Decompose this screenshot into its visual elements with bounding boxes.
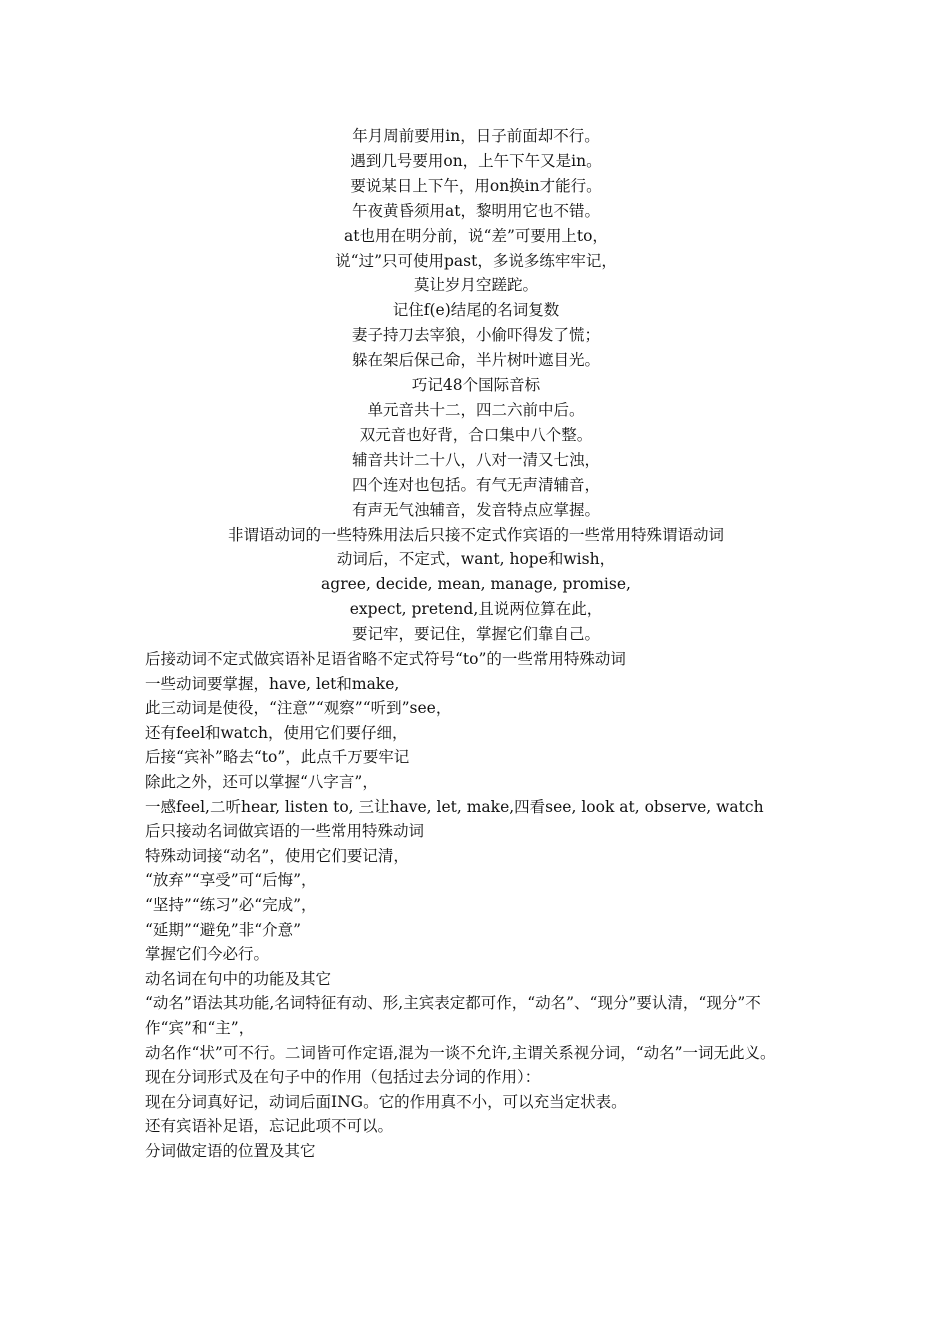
section-heading: 非谓语动词的一些特殊用法后只接不定式作宾语的一些常用特殊谓语动词 (227, 525, 724, 544)
text-line: 还有宾语补足语，忘记此项不可以。 (145, 1117, 394, 1136)
section-heading: 记住f(e)结尾的名词复数 (392, 301, 560, 320)
centered-verse-block (160, 124, 792, 647)
text-line: 单元音共十二，四二六前中后。 (367, 400, 585, 419)
text-line: 午夜黄昏须用at，黎明用它也不错。 (352, 201, 600, 220)
text-line: 有声无气浊辅音，发音特点应掌握。 (351, 500, 600, 519)
text-line: 掌握它们今必行。 (145, 945, 270, 964)
text-line: 特殊动词接“动名”，使用它们要记清， (145, 846, 409, 865)
text-paragraph: 动名作“状”可不行。二词皆可作定语,混为一谈不允许,主谓关系视分词，“动名”一词无此义。 (145, 1043, 776, 1062)
text-line: 此三动词是使役，“注意”“观察”“听到”see， (145, 699, 452, 718)
text-line: at也用在明分前，说“差”可要用上to， (344, 226, 608, 245)
section-heading: 现在分词形式及在句子中的作用（包括过去分词的作用）： (145, 1068, 541, 1087)
section-heading: 后接动词不定式做宾语补足语省略不定式符号“to”的一些常用特殊动词 (145, 650, 626, 668)
text-line: 后接“宾补”略去“to”，此点千万要牢记 (145, 748, 410, 767)
text-line: “放弃”“享受”可“后悔”， (145, 871, 317, 890)
text-line: expect, pretend,且说两位算在此， (349, 600, 603, 619)
left-aligned-text-block (145, 647, 810, 1163)
text-line: 双元音也好背，合口集中八个整。 (359, 425, 593, 444)
text-line: 遇到几号要用on，上午下午又是in。 (350, 151, 602, 170)
text-line: 躲在架后保己命，半片树叶遮目光。 (351, 351, 600, 370)
text-line: agree, decide, mean, manage, promise, (321, 575, 631, 594)
text-line: “延期”“避免”非“介意” (145, 920, 302, 939)
text-line: 辅音共计二十八，八对一清又七浊， (351, 450, 600, 469)
text-line: 说“过”只可使用past，多说多练牢牢记， (335, 251, 617, 270)
section-heading: 巧记48个国际音标 (411, 376, 541, 395)
text-line: 年月周前要用in，日子前面却不行。 (352, 127, 600, 145)
section-heading: 动名词在句中的功能及其它 (145, 969, 332, 988)
text-line: 现在分词真好记，动词后面ING。它的作用真不小，可以充当定状表。 (145, 1092, 627, 1111)
text-line: 妻子持刀去宰狼，小偷吓得发了慌； (351, 326, 600, 345)
text-line: 要记牢，要记住，掌握它们靠自己。 (351, 625, 600, 644)
text-paragraph: “动名”语法其功能,名词特征有动、形,主宾表定都可作，“动名”、“现分”要认清，“现分”不作“宾”和“主”， (145, 994, 761, 1037)
text-line: 莫让岁月空蹉跎。 (413, 276, 538, 295)
text-line: 除此之外，还可以掌握“八字言”， (145, 772, 378, 791)
text-line: 还有feel和watch，使用它们要仔细， (145, 723, 408, 742)
section-heading: 后只接动名词做宾语的一些常用特殊动词 (145, 822, 425, 841)
text-line: 要说某日上下午，用on换in才能行。 (350, 176, 602, 195)
text-line: 一些动词要掌握，have, let和make, (145, 674, 400, 693)
text-line: 四个连对也包括。有气无声清辅音， (351, 475, 600, 494)
section-heading: 分词做定语的位置及其它 (145, 1141, 316, 1160)
text-line: 动词后，不定式，want, hope和wish， (336, 550, 616, 569)
text-line: “坚持”“练习”必“完成”， (145, 895, 317, 914)
text-paragraph: 一感feel,二听hear, listen to, 三让have, let, make,四看see, look at, observe, watch (145, 797, 764, 816)
